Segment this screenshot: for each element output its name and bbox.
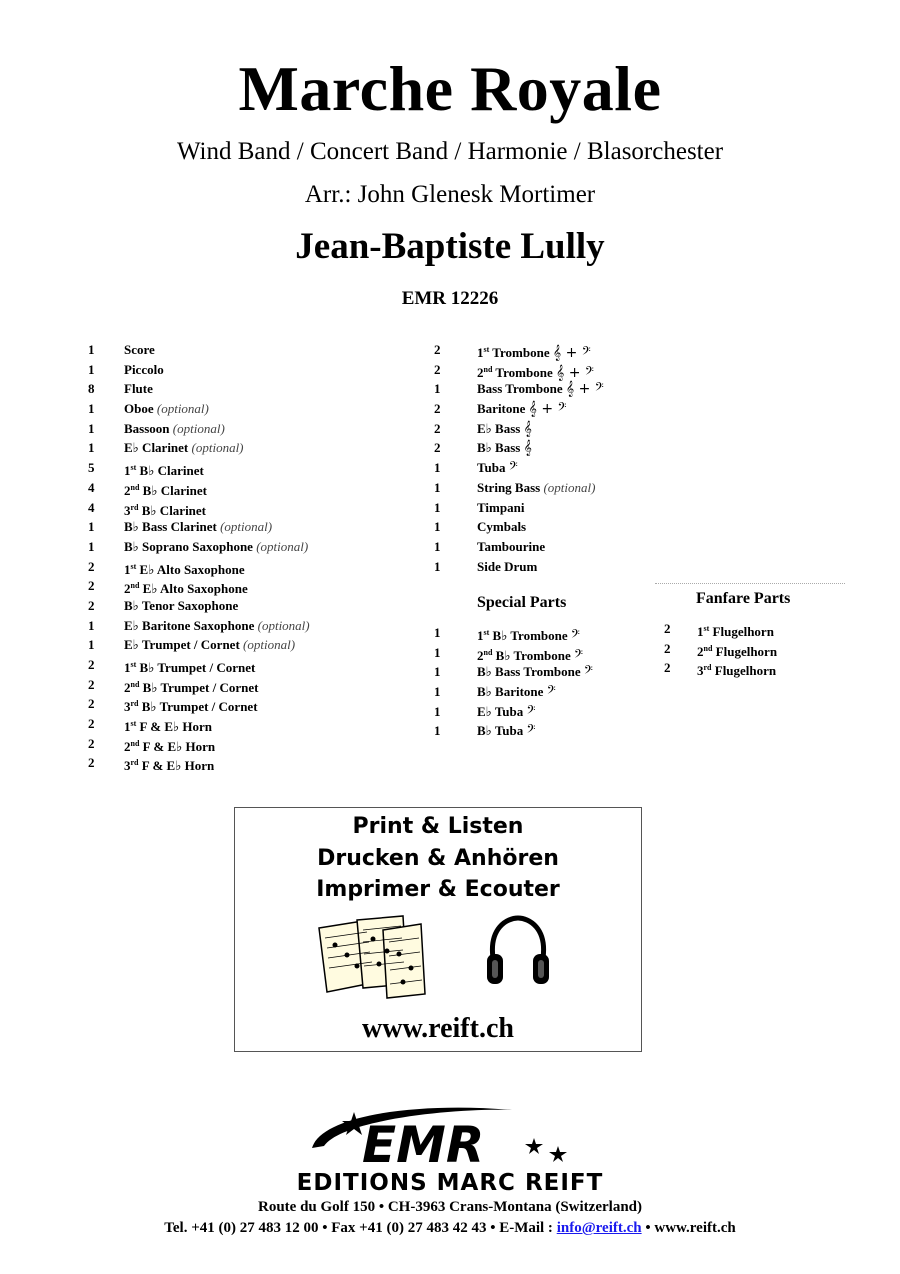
svg-text:EMR: EMR bbox=[362, 1116, 485, 1174]
part-name-text: Cymbals bbox=[477, 519, 527, 535]
part-name-text: F & E♭ Horn bbox=[142, 738, 216, 754]
optional-note: (optional) bbox=[220, 519, 273, 535]
part-ordinal: 2 bbox=[477, 647, 484, 663]
part-quantity: 1 bbox=[434, 684, 441, 700]
part-name bbox=[477, 438, 532, 459]
part-name bbox=[124, 379, 153, 399]
part-name-text: E♭ Baritone Saxophone bbox=[124, 617, 255, 633]
part-quantity: 2 bbox=[434, 361, 441, 377]
clef-icon: 𝄞 bbox=[523, 420, 532, 437]
part-ordinal-suffix: st bbox=[483, 345, 490, 354]
clef-icon: 𝄢 bbox=[546, 684, 556, 701]
part-quantity: 1 bbox=[88, 420, 95, 436]
part-name-text: B♭ Soprano Saxophone bbox=[124, 538, 253, 554]
clef-icon: 𝄢 bbox=[570, 628, 580, 644]
part-quantity: 8 bbox=[88, 381, 95, 397]
part-quantity: 1 bbox=[88, 617, 95, 633]
clef-icon: 𝄞 + 𝄢 bbox=[565, 381, 604, 398]
part-quantity: 2 bbox=[88, 558, 95, 574]
catalog-number: EMR 12226 bbox=[401, 288, 499, 309]
clef-icon: 𝄞 bbox=[523, 440, 532, 457]
optional-note: (optional) bbox=[156, 401, 209, 417]
publisher-name: EDITIONS MARC REIFT bbox=[296, 1170, 604, 1196]
part-ordinal: 1 bbox=[124, 719, 131, 735]
part-quantity: 1 bbox=[434, 479, 441, 495]
part-quantity: 2 bbox=[88, 716, 95, 732]
part-quantity: 1 bbox=[434, 558, 441, 574]
optional-note: (optional) bbox=[256, 538, 309, 554]
clef-icon: 𝄢 bbox=[526, 703, 536, 720]
part-name-text: Oboe bbox=[124, 401, 154, 417]
part-name bbox=[124, 596, 238, 616]
part-name bbox=[477, 662, 593, 683]
clef-icon: 𝄞 + 𝄢 bbox=[552, 345, 591, 361]
promo-line: Drucken & Anhören bbox=[317, 846, 559, 871]
special-parts-heading: Special Parts bbox=[477, 594, 567, 611]
part-quantity: 1 bbox=[88, 401, 95, 417]
part-ordinal: 2 bbox=[124, 581, 131, 597]
optional-note: (optional) bbox=[257, 617, 310, 633]
part-name-text: Flugelhorn bbox=[714, 663, 777, 679]
part-quantity: 1 bbox=[88, 637, 95, 653]
part-name-text: B♭ Trumpet / Cornet bbox=[139, 660, 256, 675]
part-name-text: B♭ Tuba bbox=[477, 723, 524, 739]
contact-text: Tel. +41 (0) 27 483 12 00 • Fax +41 (0) 27 483 42 43 • E-Mail : bbox=[164, 1220, 557, 1236]
part-name bbox=[477, 702, 536, 723]
part-quantity: 1 bbox=[434, 625, 441, 640]
part-quantity: 2 bbox=[664, 621, 671, 636]
part-name bbox=[124, 753, 214, 776]
part-name-text: B♭ Bass bbox=[477, 440, 521, 456]
part-name bbox=[124, 419, 225, 439]
part-name bbox=[124, 616, 310, 636]
part-name bbox=[124, 537, 308, 557]
part-name-text: B♭ Bass Trombone bbox=[477, 664, 581, 680]
clef-icon: 𝄢 bbox=[526, 723, 536, 740]
title: Marche Royale bbox=[238, 53, 662, 124]
part-quantity: 2 bbox=[434, 440, 441, 456]
part-name-text: E♭ Bass bbox=[477, 420, 521, 436]
part-name-text: B♭ Clarinet bbox=[139, 463, 204, 479]
part-quantity: 2 bbox=[664, 640, 671, 656]
part-quantity: 5 bbox=[88, 460, 95, 476]
part-ordinal: 3 bbox=[124, 699, 131, 715]
part-quantity: 4 bbox=[88, 479, 95, 495]
part-name-text: Baritone bbox=[477, 401, 526, 417]
part-quantity: 2 bbox=[88, 597, 95, 613]
part-quantity: 1 bbox=[88, 519, 95, 535]
part-ordinal-suffix: rd bbox=[130, 502, 139, 512]
part-name bbox=[124, 399, 209, 419]
part-name bbox=[477, 399, 567, 420]
part-name bbox=[477, 478, 595, 498]
part-ordinal-suffix: nd bbox=[483, 647, 493, 657]
fanfare-parts-heading: Fanfare Parts bbox=[696, 590, 791, 607]
part-ordinal-suffix: nd bbox=[483, 364, 493, 374]
part-ordinal-suffix: st bbox=[130, 463, 137, 473]
optional-note: (optional) bbox=[543, 479, 596, 495]
sheet-music-icon bbox=[317, 914, 427, 1000]
part-name-text: Tambourine bbox=[477, 538, 546, 554]
part-name-text: B♭ Trombone bbox=[495, 647, 571, 663]
part-quantity: 1 bbox=[88, 342, 95, 357]
promo-line: Print & Listen bbox=[352, 814, 524, 839]
part-ordinal-suffix: st bbox=[130, 561, 137, 571]
part-ordinal-suffix: st bbox=[703, 624, 710, 633]
part-name-text: F & E♭ Horn bbox=[139, 719, 212, 735]
part-name-text: B♭ Trombone bbox=[492, 628, 568, 643]
part-ordinal: 3 bbox=[124, 502, 131, 518]
part-ordinal-suffix: rd bbox=[130, 699, 139, 709]
clef-icon: 𝄢 bbox=[583, 664, 593, 681]
part-quantity: 1 bbox=[434, 460, 441, 476]
part-ordinal: 2 bbox=[124, 679, 131, 695]
part-name-text: Trombone bbox=[492, 345, 550, 360]
part-quantity: 2 bbox=[88, 676, 95, 692]
clef-icon: 𝄞 + 𝄢 bbox=[555, 364, 594, 381]
part-ordinal-suffix: nd bbox=[130, 679, 140, 689]
part-ordinal-suffix: st bbox=[483, 628, 490, 637]
part-name-text: E♭ Alto Saxophone bbox=[139, 561, 245, 577]
part-name-text: B♭ Clarinet bbox=[141, 502, 207, 518]
part-quantity: 1 bbox=[88, 440, 95, 456]
contact-text: • www.reift.ch bbox=[641, 1220, 736, 1236]
part-quantity: 1 bbox=[434, 664, 441, 680]
part-ordinal: 1 bbox=[697, 624, 704, 639]
part-name-text: Flugelhorn bbox=[715, 643, 778, 659]
part-name bbox=[477, 557, 537, 577]
part-ordinal-suffix: nd bbox=[130, 581, 140, 591]
part-name-text: E♭ Clarinet bbox=[124, 440, 189, 456]
part-ordinal: 2 bbox=[477, 364, 484, 380]
part-name bbox=[477, 379, 604, 400]
part-quantity: 2 bbox=[88, 735, 95, 751]
part-name-text: Flugelhorn bbox=[712, 624, 774, 639]
part-quantity: 1 bbox=[434, 519, 441, 535]
part-ordinal: 1 bbox=[124, 561, 131, 577]
part-name-text: E♭ Tuba bbox=[477, 703, 524, 719]
part-quantity: 2 bbox=[434, 401, 441, 417]
part-ordinal-suffix: rd bbox=[130, 758, 139, 768]
promo-line: Imprimer & Ecouter bbox=[316, 877, 560, 902]
part-name bbox=[697, 658, 776, 681]
part-quantity: 1 bbox=[434, 723, 441, 739]
part-ordinal-suffix: st bbox=[130, 660, 137, 669]
part-name-text: Bassoon bbox=[124, 420, 170, 436]
part-name-text: E♭ Alto Saxophone bbox=[142, 581, 248, 597]
part-name-text: B♭ Trumpet / Cornet bbox=[141, 699, 258, 715]
part-quantity: 4 bbox=[88, 499, 95, 515]
part-quantity: 2 bbox=[88, 755, 95, 771]
part-name-text: Score bbox=[124, 342, 155, 357]
part-quantity: 1 bbox=[434, 644, 441, 660]
part-quantity: 2 bbox=[434, 420, 441, 436]
emr-logo bbox=[302, 1102, 602, 1174]
optional-note: (optional) bbox=[191, 440, 244, 456]
part-ordinal: 3 bbox=[697, 663, 704, 679]
part-name bbox=[477, 498, 524, 518]
part-name-text: Trombone bbox=[495, 364, 553, 380]
part-quantity: 1 bbox=[88, 361, 95, 377]
print-listen-box[interactable] bbox=[234, 807, 642, 1052]
part-quantity: 1 bbox=[434, 703, 441, 719]
email-link[interactable]: info@reift.ch bbox=[556, 1220, 642, 1236]
part-name-text: Side Drum bbox=[477, 558, 538, 574]
part-ordinal: 1 bbox=[124, 463, 131, 479]
part-name-text: Piccolo bbox=[124, 361, 164, 377]
part-quantity: 1 bbox=[88, 538, 95, 554]
subtitle: Wind Band / Concert Band / Harmonie / Blasorchester bbox=[176, 138, 724, 165]
part-quantity: 1 bbox=[434, 381, 441, 397]
part-name bbox=[124, 517, 272, 537]
part-name-text: B♭ Trumpet / Cornet bbox=[142, 679, 259, 695]
part-ordinal-suffix: nd bbox=[703, 643, 713, 653]
part-ordinal: 1 bbox=[124, 660, 131, 675]
headphones-icon bbox=[485, 914, 551, 990]
part-quantity: 2 bbox=[664, 660, 671, 676]
part-ordinal: 1 bbox=[477, 628, 484, 643]
divider bbox=[655, 583, 845, 584]
part-quantity: 2 bbox=[434, 342, 441, 357]
arranger: Arr.: John Glenesk Mortimer bbox=[304, 181, 596, 208]
publisher-contact bbox=[0, 1220, 900, 1237]
part-name bbox=[477, 682, 556, 703]
part-ordinal: 2 bbox=[697, 643, 704, 659]
part-ordinal: 3 bbox=[124, 758, 131, 774]
part-ordinal-suffix: nd bbox=[130, 738, 140, 748]
part-name-text: Timpani bbox=[477, 499, 525, 515]
part-ordinal-suffix: rd bbox=[703, 663, 712, 673]
part-ordinal: 2 bbox=[124, 738, 131, 754]
part-ordinal: 2 bbox=[124, 482, 131, 498]
part-name bbox=[477, 419, 532, 440]
part-ordinal: 1 bbox=[477, 345, 484, 360]
part-name bbox=[477, 537, 545, 557]
publisher-address: Route du Golf 150 • CH-3963 Crans-Montana (Switzerland) bbox=[258, 1199, 642, 1215]
part-name-text: B♭ Baritone bbox=[477, 684, 544, 700]
part-name bbox=[124, 438, 244, 458]
part-quantity: 2 bbox=[88, 657, 95, 672]
part-quantity: 1 bbox=[434, 538, 441, 554]
part-name-text: B♭ Bass Clarinet bbox=[124, 519, 217, 535]
part-name bbox=[124, 360, 164, 380]
part-quantity: 2 bbox=[88, 696, 95, 712]
part-quantity: 2 bbox=[88, 578, 95, 594]
part-name-text: F & E♭ Horn bbox=[141, 758, 215, 774]
part-name-text: Flute bbox=[124, 381, 153, 397]
optional-note: (optional) bbox=[172, 420, 225, 436]
part-name-text: Tuba bbox=[477, 460, 506, 476]
part-name bbox=[124, 635, 295, 655]
part-name-text: E♭ Trumpet / Cornet bbox=[124, 637, 240, 653]
part-name-text: B♭ Tenor Saxophone bbox=[124, 597, 239, 613]
part-quantity: 1 bbox=[434, 499, 441, 515]
clef-icon: 𝄢 bbox=[508, 460, 518, 477]
part-name-text: B♭ Clarinet bbox=[142, 482, 207, 498]
clef-icon: 𝄢 bbox=[574, 647, 584, 664]
optional-note: (optional) bbox=[243, 637, 296, 653]
promo-url[interactable]: www.reift.ch bbox=[362, 1013, 514, 1044]
composer: Jean-Baptiste Lully bbox=[295, 226, 605, 267]
part-name bbox=[477, 458, 518, 479]
part-name bbox=[477, 517, 526, 537]
part-name-text: String Bass bbox=[477, 479, 541, 495]
part-name bbox=[477, 721, 536, 742]
clef-icon: 𝄞 + 𝄢 bbox=[528, 401, 567, 418]
part-name bbox=[124, 340, 155, 360]
part-ordinal-suffix: nd bbox=[130, 482, 140, 492]
part-name-text: Bass Trombone bbox=[477, 381, 563, 397]
part-ordinal-suffix: st bbox=[130, 719, 137, 729]
